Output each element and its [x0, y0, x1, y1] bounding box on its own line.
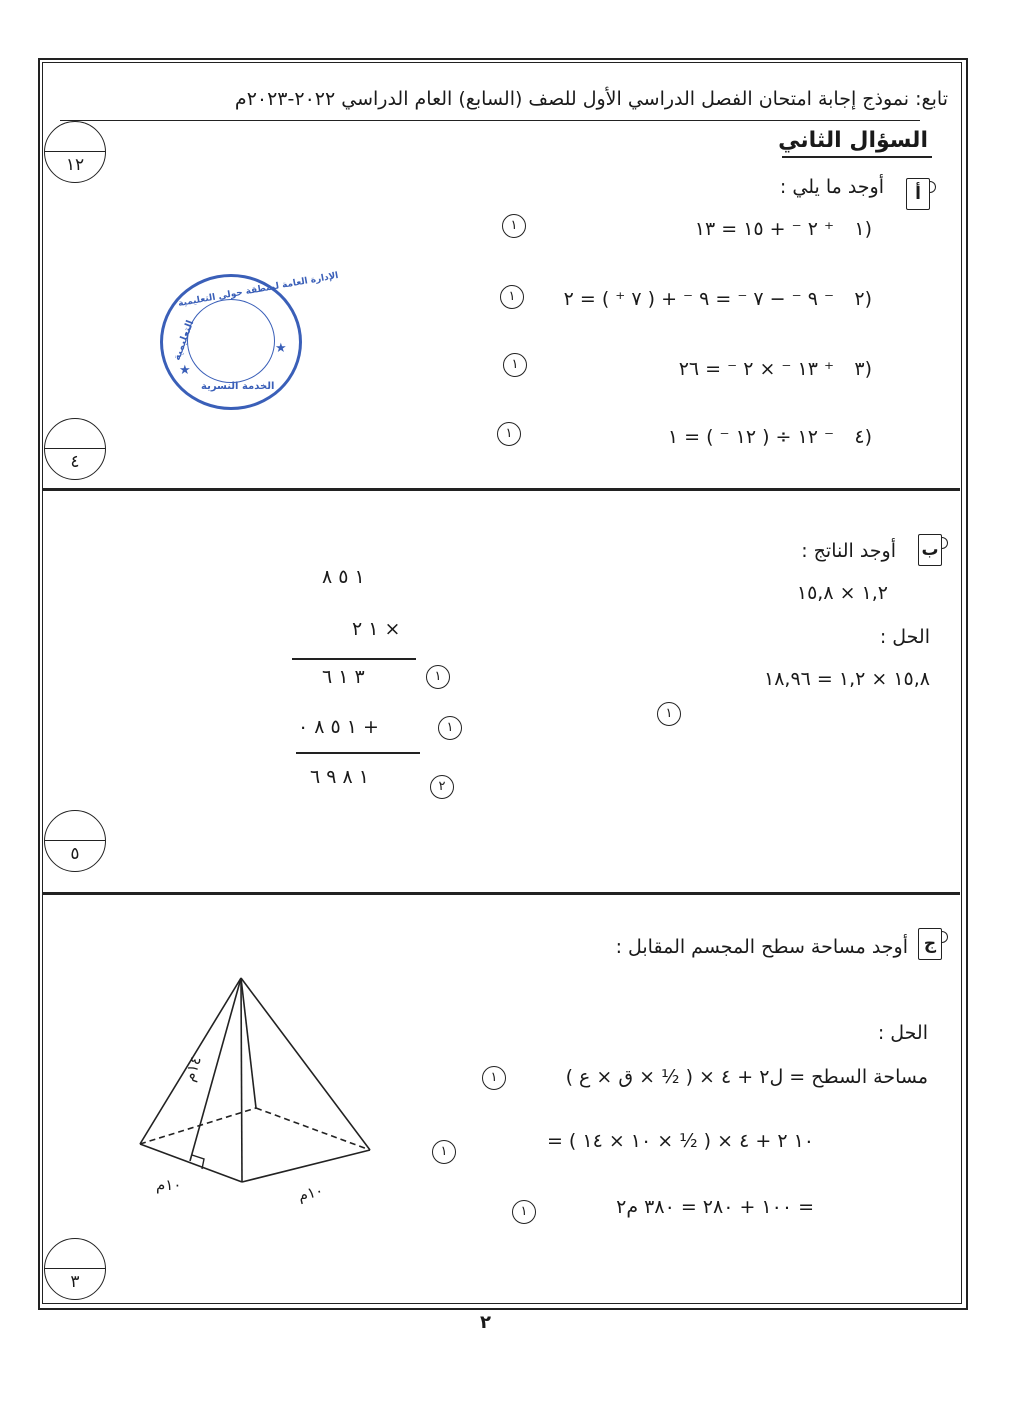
part-a-item-3-mark: ١	[503, 353, 527, 377]
base-side-label-2: ١٠م	[296, 1181, 326, 1205]
part-a-item-1-mark: ١	[502, 214, 526, 238]
total-score: ١٢	[65, 155, 85, 175]
part-b-prompt: أوجد الناتج :	[801, 540, 896, 562]
page-number: ٢	[480, 1312, 491, 1333]
question-title: السؤال الثاني	[778, 128, 928, 153]
stamp-star-left-icon: ★	[179, 363, 191, 378]
part-c-result: = ١٠٠ + ٢٨٠ = ٣٨٠ م٢	[616, 1196, 814, 1218]
part-c-formula-mark: ١	[482, 1066, 506, 1090]
part-a-item-2-mark: ١	[500, 285, 524, 309]
mult-partial-1-mark: ١	[426, 665, 450, 689]
part-b-label: ب	[918, 534, 942, 566]
part-a-prompt: أوجد ما يلي :	[779, 176, 884, 198]
part-c-formula: مساحة السطح = ل٢ + ٤ × ( ½ × ق × ع )	[565, 1066, 928, 1088]
part-c-substitution: = ١٠ ٢ + ٤ × ( ½ × ١٠ × ١٤ )	[546, 1130, 814, 1152]
part-c-prompt: أوجد مساحة سطح المجسم المقابل :	[615, 936, 908, 958]
total-score-circle	[44, 121, 106, 183]
mult-row-partial-1: ٣ ١ ٦	[322, 666, 365, 688]
part-a-item-3-expr: ١٣ ⁻ × ٢ ⁻ = ٢٦ ⁺	[678, 358, 834, 380]
slant-height-label: ١٤م	[180, 1053, 205, 1084]
part-c-label: ج	[918, 928, 942, 960]
part-a-item-3-num: ٣)	[854, 358, 872, 380]
exam-header: تابع: نموذج إجابة امتحان الفصل الدراسي الأول للصف (السابع) العام الدراسي ٢٠٢٢-٢٠٢٣م	[234, 88, 948, 110]
part-c-score: ٣	[70, 1272, 80, 1292]
part-a-label: أ	[906, 178, 930, 210]
mult-product-mark: ٢	[430, 775, 454, 799]
stamp-text-1: الإدارة العامة لمنطقة حولي التعليمية	[177, 270, 340, 310]
part-b-result: ١٥,٨ × ١,٢ = ١٨,٩٦	[764, 668, 930, 690]
part-b-expression: ١,٢ × ١٥,٨	[796, 582, 888, 604]
stamp-star-right-icon: ★	[275, 341, 287, 356]
part-a-item-4-expr: ١٢ ÷ ( ١٢ ⁻ ) = ١ ⁻	[667, 426, 834, 448]
question-title-underline	[782, 156, 932, 158]
mult-row-multiplicand: ١ ٥ ٨	[322, 566, 365, 588]
mult-partial-2-mark: ١	[438, 716, 462, 740]
base-side-label-1: ١٠م	[156, 1176, 182, 1194]
part-a-item-1-num: ١)	[854, 218, 872, 240]
part-b-solution-label: الحل :	[879, 626, 930, 648]
part-a-item-4-mark: ١	[497, 422, 521, 446]
section-divider-1	[42, 488, 960, 491]
part-a-score: ٤	[70, 452, 80, 472]
part-c-substitution-mark: ١	[432, 1140, 456, 1164]
part-a-score-circle	[44, 418, 106, 480]
stamp-text-3: الخدمة النسرية	[201, 381, 275, 392]
mult-rule-2	[296, 752, 420, 754]
mult-row-partial-2: ١ ٥ ٨ ٠ +	[298, 716, 379, 738]
square-pyramid-figure	[120, 966, 390, 1206]
official-stamp	[160, 270, 340, 410]
part-a-item-4-num: ٤)	[854, 426, 872, 448]
mult-row-multiplier: ١ ٢ ×	[352, 618, 401, 640]
header-rule	[60, 120, 920, 121]
part-b-result-mark: ١	[657, 702, 681, 726]
part-b-score: ٥	[70, 844, 80, 864]
mult-rule-1	[292, 658, 416, 660]
part-b-score-circle	[44, 810, 106, 872]
part-a-item-1-expr: ٢ ⁻ + ١٥ = ١٣ ⁺	[694, 218, 834, 240]
part-c-score-circle	[44, 1238, 106, 1300]
part-a-item-2-expr: ٩ ⁻ − ٧ ⁻ = ٩ ⁻ + ( ٧ ⁺ ) = ٢ ⁻	[563, 288, 834, 310]
section-divider-2	[42, 892, 960, 895]
part-c-solution-label: الحل :	[877, 1022, 928, 1044]
part-a-item-2-num: ٢)	[854, 288, 872, 310]
mult-row-product: ١ ٨ ٩ ٦	[310, 766, 370, 788]
part-c-result-mark: ١	[512, 1200, 536, 1224]
stamp-text-2: التعليمية	[171, 318, 197, 363]
